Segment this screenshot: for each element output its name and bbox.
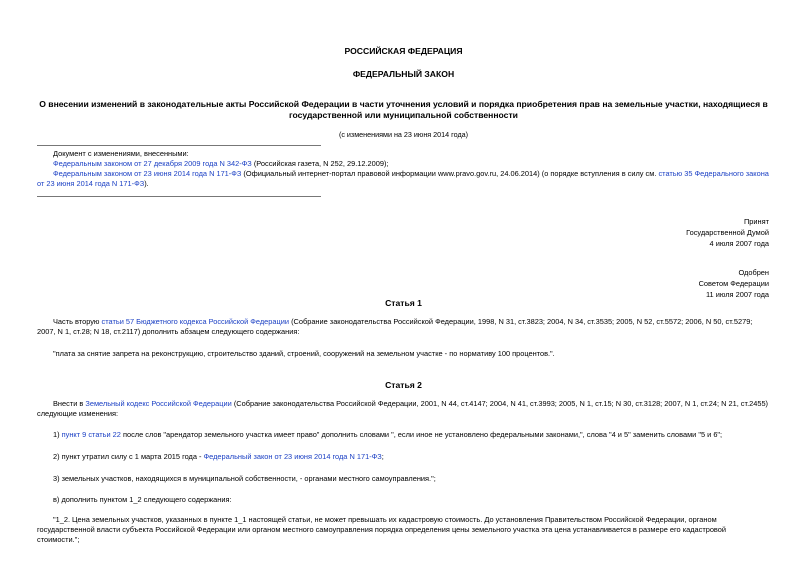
amendment-link-2009[interactable]: Федеральным законом от 27 декабря 2009 года N 342-ФЗ — [53, 159, 252, 168]
article-2-p3-pre: 2) пункт утратил силу с 1 марта 2015 года - — [53, 452, 204, 461]
approved-date: 11 июля 2007 года — [706, 290, 769, 299]
article-2-paragraph-6 — [37, 515, 770, 545]
doc-type-heading: ФЕДЕРАЛЬНЫЙ ЗАКОН — [352, 69, 455, 79]
land-code-link[interactable]: Земельный кодекс Российской Федерации — [85, 399, 232, 408]
article-1-title: Статья 1 — [385, 298, 422, 308]
law-171-fz-link[interactable]: Федеральный закон от 23 июня 2014 года N 171-ФЗ — [203, 452, 382, 461]
article-2-p4: 3) земельных участков, находящихся в муниципальной собственности, - органами местного самоуправления."; — [53, 474, 436, 483]
article-2-p1-pre: Внести в — [53, 399, 86, 408]
changes-item-1-text: (Российская газета, N 252, 29.12.2009); — [251, 159, 389, 168]
amendment-link-2014[interactable]: Федеральным законом от 23 июня 2014 года N 171-ФЗ — [53, 169, 242, 178]
changes-item-2-text: (Официальный интернет-портал правовой информации www.pravo.gov.ru, 24.06.2014) (о порядке вступления в силу см. — [241, 169, 659, 178]
law-title: О внесении изменений в законодательные акты Российской Федерации в части уточнения условий и порядка приобретения прав на земельные участки, находящиеся в государственной или муниципальной собственности — [39, 99, 768, 120]
article-1-p1-post: (Собрание законодательства Российской Федерации, 1998, N 31, ст.3823; 2004, N 34, ст.3535; 2005, N 52, ст.5572; 2006, N 50, ст.5279; 2007, N 1, ст.28; N 18, ст.2117) дополнить абзацем следующего содержания: — [37, 317, 753, 336]
adopted-label: Принят — [743, 217, 769, 226]
article-2-paragraph-5 — [37, 495, 770, 505]
approved-body: Советом Федерации — [698, 279, 769, 288]
adopted-body: Государственной Думой — [686, 228, 769, 237]
article-35-link[interactable]: статью 35 Федерального закона от 23 июня 2014 года N 171-ФЗ — [37, 169, 769, 188]
country-heading: РОССИЙСКАЯ ФЕДЕРАЦИЯ — [344, 46, 463, 56]
changes-item-2 — [37, 169, 772, 189]
article-1-p2: "плата за снятие запрета на реконструкцию, строительство зданий, строений, сооружений на земельном участке - по нормативу 100 процентов.". — [53, 349, 555, 358]
divider-top — [37, 145, 321, 146]
article-2-p5: в) дополнить пунктом 1_2 следующего содержания: — [53, 495, 232, 504]
changes-item-2-end: ). — [144, 179, 149, 188]
changes-intro: Документ с изменениями, внесенными: — [53, 149, 189, 158]
article-1-paragraph-2 — [37, 349, 770, 359]
changes-item-1 — [37, 159, 772, 169]
article-2-p6: "1_2. Цена земельных участков, указанных в пункте 1_1 настоящей статьи, не может превышать их кадастровую стоимость. До установления Правительством Российской Федерации, органом государственной власти субъекта Российской Федерации или органом местного самоуправления порядка определения цены земельного участка эта цена устанавливается в размере его кадастровой стоимости."; — [37, 515, 727, 544]
article-2-paragraph-3 — [37, 452, 770, 462]
article-2-paragraph-2 — [37, 430, 770, 440]
changes-block — [37, 149, 772, 189]
article-2-p3-post: ; — [381, 452, 384, 461]
approved-by-federation-council — [686, 267, 769, 300]
clause-9-article-22-link[interactable]: пункт 9 статьи 22 — [61, 430, 121, 439]
article-2-title: Статья 2 — [385, 380, 422, 390]
article-2-paragraph-4 — [37, 474, 770, 484]
article-2-p1-post: (Собрание законодательства Российской Федерации, 2001, N 44, ст.4147; 2004, N 41, ст.3993; 2005, N 1, ст.15; N 30, ст.3128; 2007, N 1, ст.24; N 21, ст.2455) следующие изменения: — [37, 399, 769, 418]
budget-code-link[interactable]: статьи 57 Бюджетного кодекса Российской Федерации — [101, 317, 290, 326]
adopted-date: 4 июля 2007 года — [709, 239, 769, 248]
adopted-by-duma — [686, 216, 769, 249]
article-2-p2-pre: 1) — [53, 430, 62, 439]
article-1-paragraph-1 — [37, 317, 770, 337]
article-2-paragraph-1 — [37, 399, 770, 419]
article-1-p1-pre: Часть вторую — [53, 317, 102, 326]
divider-bottom — [37, 196, 321, 197]
article-2-p2-post: после слов "арендатор земельного участка имеет право" дополнить словами ", если иное не установлено федеральными законами,", слова "4 и 5" заменить словами "5 и 6"; — [120, 430, 723, 439]
approved-label: Одобрен — [738, 268, 769, 277]
revision-note: (с изменениями на 23 июня 2014 года) — [338, 130, 469, 139]
